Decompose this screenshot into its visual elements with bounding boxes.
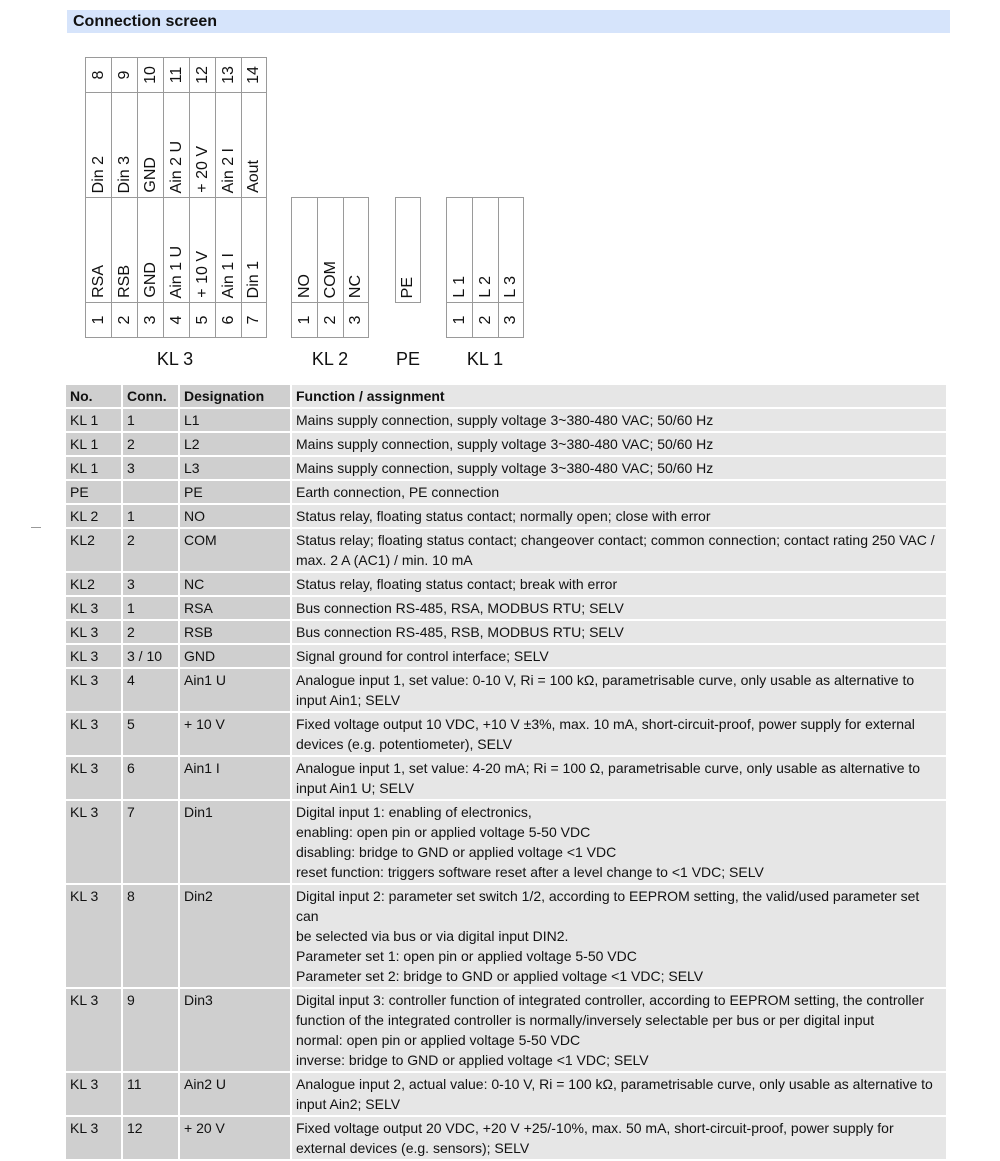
pin-label-cell bbox=[164, 197, 189, 303]
cell-function bbox=[292, 669, 946, 711]
pin-number: 3 bbox=[141, 315, 159, 325]
cell-no: KL 3 bbox=[66, 885, 121, 987]
cell-no: KL 1 bbox=[66, 457, 121, 479]
cell-conn: 9 bbox=[123, 989, 178, 1071]
table-row bbox=[66, 1117, 946, 1159]
pin-label-cell bbox=[190, 197, 215, 303]
terminal-pin bbox=[163, 197, 189, 338]
function-line: Signal ground for control interface; SELV bbox=[296, 648, 549, 664]
cell-conn: 3 / 10 bbox=[123, 645, 178, 667]
pin-number-cell bbox=[242, 303, 266, 338]
cell-function bbox=[292, 1073, 946, 1115]
pin-label-cell bbox=[112, 93, 137, 197]
cell-conn: 1 bbox=[123, 409, 178, 431]
pin-label: Ain 1 I bbox=[219, 252, 237, 298]
cell-conn: 8 bbox=[123, 885, 178, 987]
cell-conn: 5 bbox=[123, 713, 178, 755]
table-row bbox=[66, 409, 946, 431]
pin-number-cell bbox=[216, 57, 241, 93]
pin-number-cell bbox=[86, 57, 111, 93]
cell-conn: 11 bbox=[123, 1073, 178, 1115]
cell-function bbox=[292, 597, 946, 619]
function-line: input Ain2; SELV bbox=[296, 1096, 401, 1112]
pin-label: PE bbox=[399, 276, 416, 298]
pin-label: Aout bbox=[245, 160, 262, 193]
pin-number: 11 bbox=[167, 66, 185, 84]
pin-number-cell bbox=[292, 303, 317, 338]
table-row bbox=[66, 757, 946, 799]
terminal-pin bbox=[472, 197, 498, 338]
cell-conn: 2 bbox=[123, 621, 178, 643]
terminal-kl3-upper bbox=[85, 57, 267, 197]
cell-conn: 7 bbox=[123, 801, 178, 883]
pin-number-cell bbox=[164, 57, 189, 93]
pin-label: RSB bbox=[115, 265, 133, 298]
cell-no: KL 3 bbox=[66, 1073, 121, 1115]
pin-label: Din 3 bbox=[115, 155, 133, 193]
cell-designation: COM bbox=[180, 529, 290, 571]
pin-label: L 2 bbox=[476, 276, 494, 298]
pin-number-cell bbox=[190, 57, 215, 93]
cell-function bbox=[292, 433, 946, 455]
cell-conn: 12 bbox=[123, 1117, 178, 1159]
cell-conn: 2 bbox=[123, 529, 178, 571]
pin-number: 13 bbox=[219, 66, 237, 84]
pin-label: L 1 bbox=[450, 276, 468, 298]
terminal-pin bbox=[317, 197, 343, 338]
cell-no: KL 2 bbox=[66, 505, 121, 527]
pin-number: 1 bbox=[89, 315, 107, 325]
cell-conn: 3 bbox=[123, 457, 178, 479]
cell-conn: 1 bbox=[123, 505, 178, 527]
function-line: Analogue input 2, actual value: 0-10 V, Ri = 100 kΩ, parametrisable curve, only usable as alternative to bbox=[296, 1076, 933, 1092]
pin-number: 2 bbox=[476, 315, 494, 325]
pin-label-cell bbox=[86, 93, 111, 197]
cell-designation: Din3 bbox=[180, 989, 290, 1071]
terminal-pin bbox=[111, 57, 137, 197]
pin-number-cell bbox=[242, 57, 266, 93]
function-line: Digital input 3: controller function of integrated controller, according to EEPROM setting, the controller bbox=[296, 992, 924, 1008]
pin-number-cell bbox=[138, 57, 163, 93]
cell-function bbox=[292, 621, 946, 643]
pin-label-cell bbox=[292, 197, 317, 303]
pin-number-cell bbox=[447, 303, 472, 338]
pin-label: L 3 bbox=[502, 276, 519, 298]
cell-function bbox=[292, 645, 946, 667]
function-line: function of the integrated controller is normally/inversely selectable per bus or per digital input bbox=[296, 1012, 875, 1028]
pin-label: + 10 V bbox=[193, 251, 211, 298]
terminal-pin bbox=[189, 197, 215, 338]
cell-function bbox=[292, 457, 946, 479]
terminal-pin bbox=[215, 57, 241, 197]
cell-designation: L1 bbox=[180, 409, 290, 431]
cell-designation: + 10 V bbox=[180, 713, 290, 755]
table-row bbox=[66, 529, 946, 571]
table-row bbox=[66, 433, 946, 455]
pin-label: NO bbox=[295, 274, 313, 298]
cell-designation: PE bbox=[180, 481, 290, 503]
terminal-pin bbox=[85, 197, 111, 338]
function-line: max. 2 A (AC1) / min. 10 mA bbox=[296, 552, 473, 568]
cell-conn: 3 bbox=[123, 573, 178, 595]
cell-no: KL 3 bbox=[66, 757, 121, 799]
table-row bbox=[66, 621, 946, 643]
function-line: Status relay; floating status contact; changeover contact; common connection; contact rating 250 VAC / bbox=[296, 532, 935, 548]
pin-label-cell bbox=[447, 197, 472, 303]
cell-designation: Ain1 I bbox=[180, 757, 290, 799]
pin-number-cell bbox=[112, 57, 137, 93]
pin-number: 3 bbox=[347, 315, 364, 325]
header-function: Function / assignment bbox=[292, 385, 946, 407]
pin-label: GND bbox=[141, 157, 159, 193]
pin-label-cell bbox=[86, 197, 111, 303]
pin-number-cell bbox=[499, 303, 523, 338]
pin-number: 1 bbox=[295, 315, 313, 325]
cell-designation: RSB bbox=[180, 621, 290, 643]
pin-label-cell bbox=[242, 197, 266, 303]
terminal-grid bbox=[446, 197, 524, 338]
cell-no: KL 3 bbox=[66, 669, 121, 711]
terminal-pin bbox=[137, 197, 163, 338]
function-line: devices (e.g. potentiometer), SELV bbox=[296, 736, 513, 752]
pin-number-cell bbox=[190, 303, 215, 338]
header-conn: Conn. bbox=[123, 385, 178, 407]
pin-label: + 20 V bbox=[193, 146, 211, 193]
cell-no: KL 3 bbox=[66, 621, 121, 643]
table-row bbox=[66, 989, 946, 1071]
cell-conn: 4 bbox=[123, 669, 178, 711]
cell-function bbox=[292, 989, 946, 1071]
pin-number: 6 bbox=[219, 315, 237, 325]
function-line: disabling: bridge to GND or applied voltage <1 VDC bbox=[296, 844, 617, 860]
cell-designation: L2 bbox=[180, 433, 290, 455]
pin-label: Din 1 bbox=[245, 260, 262, 298]
function-line: external devices (e.g. sensors); SELV bbox=[296, 1140, 530, 1156]
table-row bbox=[66, 573, 946, 595]
cell-designation: L3 bbox=[180, 457, 290, 479]
table-row bbox=[66, 505, 946, 527]
cell-function bbox=[292, 885, 946, 987]
cell-function bbox=[292, 505, 946, 527]
function-line: input Ain1; SELV bbox=[296, 692, 401, 708]
table-row bbox=[66, 597, 946, 619]
pin-number: 7 bbox=[245, 315, 262, 325]
cell-conn: 2 bbox=[123, 433, 178, 455]
cell-function bbox=[292, 713, 946, 755]
pin-label-cell bbox=[216, 93, 241, 197]
pin-label: GND bbox=[141, 262, 159, 298]
margin-mark bbox=[31, 527, 41, 528]
pin-label-cell bbox=[138, 93, 163, 197]
label-kl1: KL 1 bbox=[466, 349, 504, 369]
pin-number: 14 bbox=[245, 66, 262, 84]
cell-designation: Ain2 U bbox=[180, 1073, 290, 1115]
terminal-pin bbox=[189, 57, 215, 197]
cell-no: KL 1 bbox=[66, 409, 121, 431]
table-row bbox=[66, 1073, 946, 1115]
terminal-grid bbox=[291, 197, 369, 338]
cell-no: KL 3 bbox=[66, 597, 121, 619]
pin-label-cell bbox=[344, 197, 368, 303]
function-line: be selected via bus or via digital input DIN2. bbox=[296, 928, 569, 944]
terminal-pin bbox=[498, 197, 524, 338]
table-row bbox=[66, 801, 946, 883]
terminal-pin bbox=[343, 197, 369, 338]
function-line: input Ain1 U; SELV bbox=[296, 780, 415, 796]
cell-no: KL 3 bbox=[66, 801, 121, 883]
pin-label: RSA bbox=[89, 265, 107, 298]
terminal-pin bbox=[215, 197, 241, 338]
cell-no: KL2 bbox=[66, 573, 121, 595]
cell-designation: Din2 bbox=[180, 885, 290, 987]
terminal-pin bbox=[395, 197, 421, 303]
function-line: reset function: triggers software reset after a level change to <1 VDC; SELV bbox=[296, 864, 764, 880]
pin-number: 2 bbox=[115, 315, 133, 325]
cell-designation: Ain1 U bbox=[180, 669, 290, 711]
label-kl3: KL 3 bbox=[156, 349, 194, 369]
function-line: Mains supply connection, supply voltage 3~380-480 VAC; 50/60 Hz bbox=[296, 436, 714, 452]
function-line: Fixed voltage output 10 VDC, +10 V ±3%, max. 10 mA, short-circuit-proof, power supply for external bbox=[296, 716, 915, 732]
function-line: Parameter set 2: bridge to GND or applied voltage <1 VDC; SELV bbox=[296, 968, 704, 984]
function-line: inverse: bridge to GND or applied voltage <1 VDC; SELV bbox=[296, 1052, 649, 1068]
function-line: enabling: open pin or applied voltage 5-50 VDC bbox=[296, 824, 591, 840]
pin-number: 10 bbox=[141, 66, 159, 84]
cell-function bbox=[292, 409, 946, 431]
cell-conn bbox=[123, 481, 178, 503]
function-line: Analogue input 1, set value: 0-10 V, Ri = 100 kΩ, parametrisable curve, only usable as alternative to bbox=[296, 672, 915, 688]
table-header-row bbox=[66, 385, 946, 407]
pin-number-cell bbox=[318, 303, 343, 338]
pin-label-cell bbox=[499, 197, 523, 303]
cell-no: KL 1 bbox=[66, 433, 121, 455]
pin-label-cell bbox=[396, 197, 420, 303]
label-kl2: KL 2 bbox=[311, 349, 349, 369]
pin-number-cell bbox=[86, 303, 111, 338]
pin-label: Din 2 bbox=[89, 155, 107, 193]
pin-number: 8 bbox=[89, 70, 107, 80]
pin-number-cell bbox=[216, 303, 241, 338]
cell-no: KL 3 bbox=[66, 1117, 121, 1159]
terminal-pin bbox=[85, 57, 111, 197]
pin-number: 5 bbox=[193, 315, 211, 325]
header-designation: Designation bbox=[180, 385, 290, 407]
cell-designation: GND bbox=[180, 645, 290, 667]
pin-number: 12 bbox=[193, 66, 211, 84]
terminal-grid bbox=[395, 197, 421, 303]
terminal-pin bbox=[111, 197, 137, 338]
function-line: Status relay, floating status contact; normally open; close with error bbox=[296, 508, 711, 524]
pin-number: 2 bbox=[321, 315, 339, 325]
table-row bbox=[66, 713, 946, 755]
section-title: Connection screen bbox=[67, 10, 950, 33]
function-line: Bus connection RS-485, RSA, MODBUS RTU; SELV bbox=[296, 600, 624, 616]
cell-designation: NO bbox=[180, 505, 290, 527]
function-line: normal: open pin or applied voltage 5-50 VDC bbox=[296, 1032, 581, 1048]
table-row bbox=[66, 457, 946, 479]
function-line: Mains supply connection, supply voltage 3~380-480 VAC; 50/60 Hz bbox=[296, 460, 714, 476]
terminal-pin bbox=[241, 57, 267, 197]
cell-function bbox=[292, 573, 946, 595]
function-line: Earth connection, PE connection bbox=[296, 484, 500, 500]
terminal-kl2 bbox=[291, 197, 369, 338]
terminal-pin bbox=[446, 197, 472, 338]
pin-number: 3 bbox=[502, 315, 519, 325]
cell-designation: + 20 V bbox=[180, 1117, 290, 1159]
terminal-pin bbox=[291, 197, 317, 338]
cell-designation: RSA bbox=[180, 597, 290, 619]
table-row bbox=[66, 885, 946, 987]
terminal-pin bbox=[163, 57, 189, 197]
function-line: Status relay, floating status contact; break with error bbox=[296, 576, 618, 592]
cell-designation: Din1 bbox=[180, 801, 290, 883]
pin-label-cell bbox=[318, 197, 343, 303]
pin-label-cell bbox=[216, 197, 241, 303]
header-no: No. bbox=[66, 385, 121, 407]
pin-label: Ain 2 I bbox=[219, 147, 237, 193]
pin-number-cell bbox=[112, 303, 137, 338]
pin-number-cell bbox=[164, 303, 189, 338]
terminal-kl1 bbox=[446, 197, 524, 338]
pin-label-cell bbox=[164, 93, 189, 197]
cell-conn: 1 bbox=[123, 597, 178, 619]
pin-number-cell bbox=[344, 303, 368, 338]
pin-number: 4 bbox=[167, 315, 185, 325]
pin-number-cell bbox=[473, 303, 498, 338]
terminal-pin bbox=[137, 57, 163, 197]
pin-label-cell bbox=[242, 93, 266, 197]
function-line: Bus connection RS-485, RSB, MODBUS RTU; SELV bbox=[296, 624, 624, 640]
pin-number-cell bbox=[138, 303, 163, 338]
function-line: Digital input 2: parameter set switch 1/2, according to EEPROM setting, the valid/used parameter set can bbox=[296, 888, 920, 924]
cell-no: PE bbox=[66, 481, 121, 503]
connection-table bbox=[64, 383, 948, 1161]
cell-no: KL2 bbox=[66, 529, 121, 571]
label-pe: PE bbox=[395, 349, 420, 369]
cell-conn: 6 bbox=[123, 757, 178, 799]
terminal-grid bbox=[85, 57, 267, 197]
terminal-grid bbox=[85, 197, 267, 338]
cell-no: KL 3 bbox=[66, 645, 121, 667]
terminal-pin bbox=[241, 197, 267, 338]
table-row bbox=[66, 481, 946, 503]
table-row bbox=[66, 645, 946, 667]
function-line: Parameter set 1: open pin or applied voltage 5-50 VDC bbox=[296, 948, 637, 964]
pin-label-cell bbox=[138, 197, 163, 303]
function-line: Fixed voltage output 20 VDC, +20 V +25/-10%, max. 50 mA, short-circuit-proof, power supply for bbox=[296, 1120, 894, 1136]
pin-label-cell bbox=[112, 197, 137, 303]
pin-label: NC bbox=[347, 274, 364, 298]
pin-label: COM bbox=[321, 260, 339, 298]
cell-no: KL 3 bbox=[66, 989, 121, 1071]
pin-label: Ain 2 U bbox=[167, 140, 185, 193]
cell-designation: NC bbox=[180, 573, 290, 595]
pin-label-cell bbox=[190, 93, 215, 197]
function-line: Mains supply connection, supply voltage 3~380-480 VAC; 50/60 Hz bbox=[296, 412, 714, 428]
cell-no: KL 3 bbox=[66, 713, 121, 755]
cell-function bbox=[292, 757, 946, 799]
pin-label: Ain 1 U bbox=[167, 245, 185, 298]
cell-function bbox=[292, 481, 946, 503]
pin-label-cell bbox=[473, 197, 498, 303]
cell-function bbox=[292, 529, 946, 571]
cell-function bbox=[292, 801, 946, 883]
cell-function bbox=[292, 1117, 946, 1159]
table-row bbox=[66, 669, 946, 711]
terminal-pe bbox=[395, 197, 421, 303]
function-line: Digital input 1: enabling of electronics, bbox=[296, 804, 532, 820]
pin-number: 1 bbox=[450, 315, 468, 325]
pin-number: 9 bbox=[115, 70, 133, 80]
function-line: Analogue input 1, set value: 4-20 mA; Ri = 100 Ω, parametrisable curve, only usable as alternative to bbox=[296, 760, 921, 776]
terminal-kl3-lower bbox=[85, 197, 267, 338]
